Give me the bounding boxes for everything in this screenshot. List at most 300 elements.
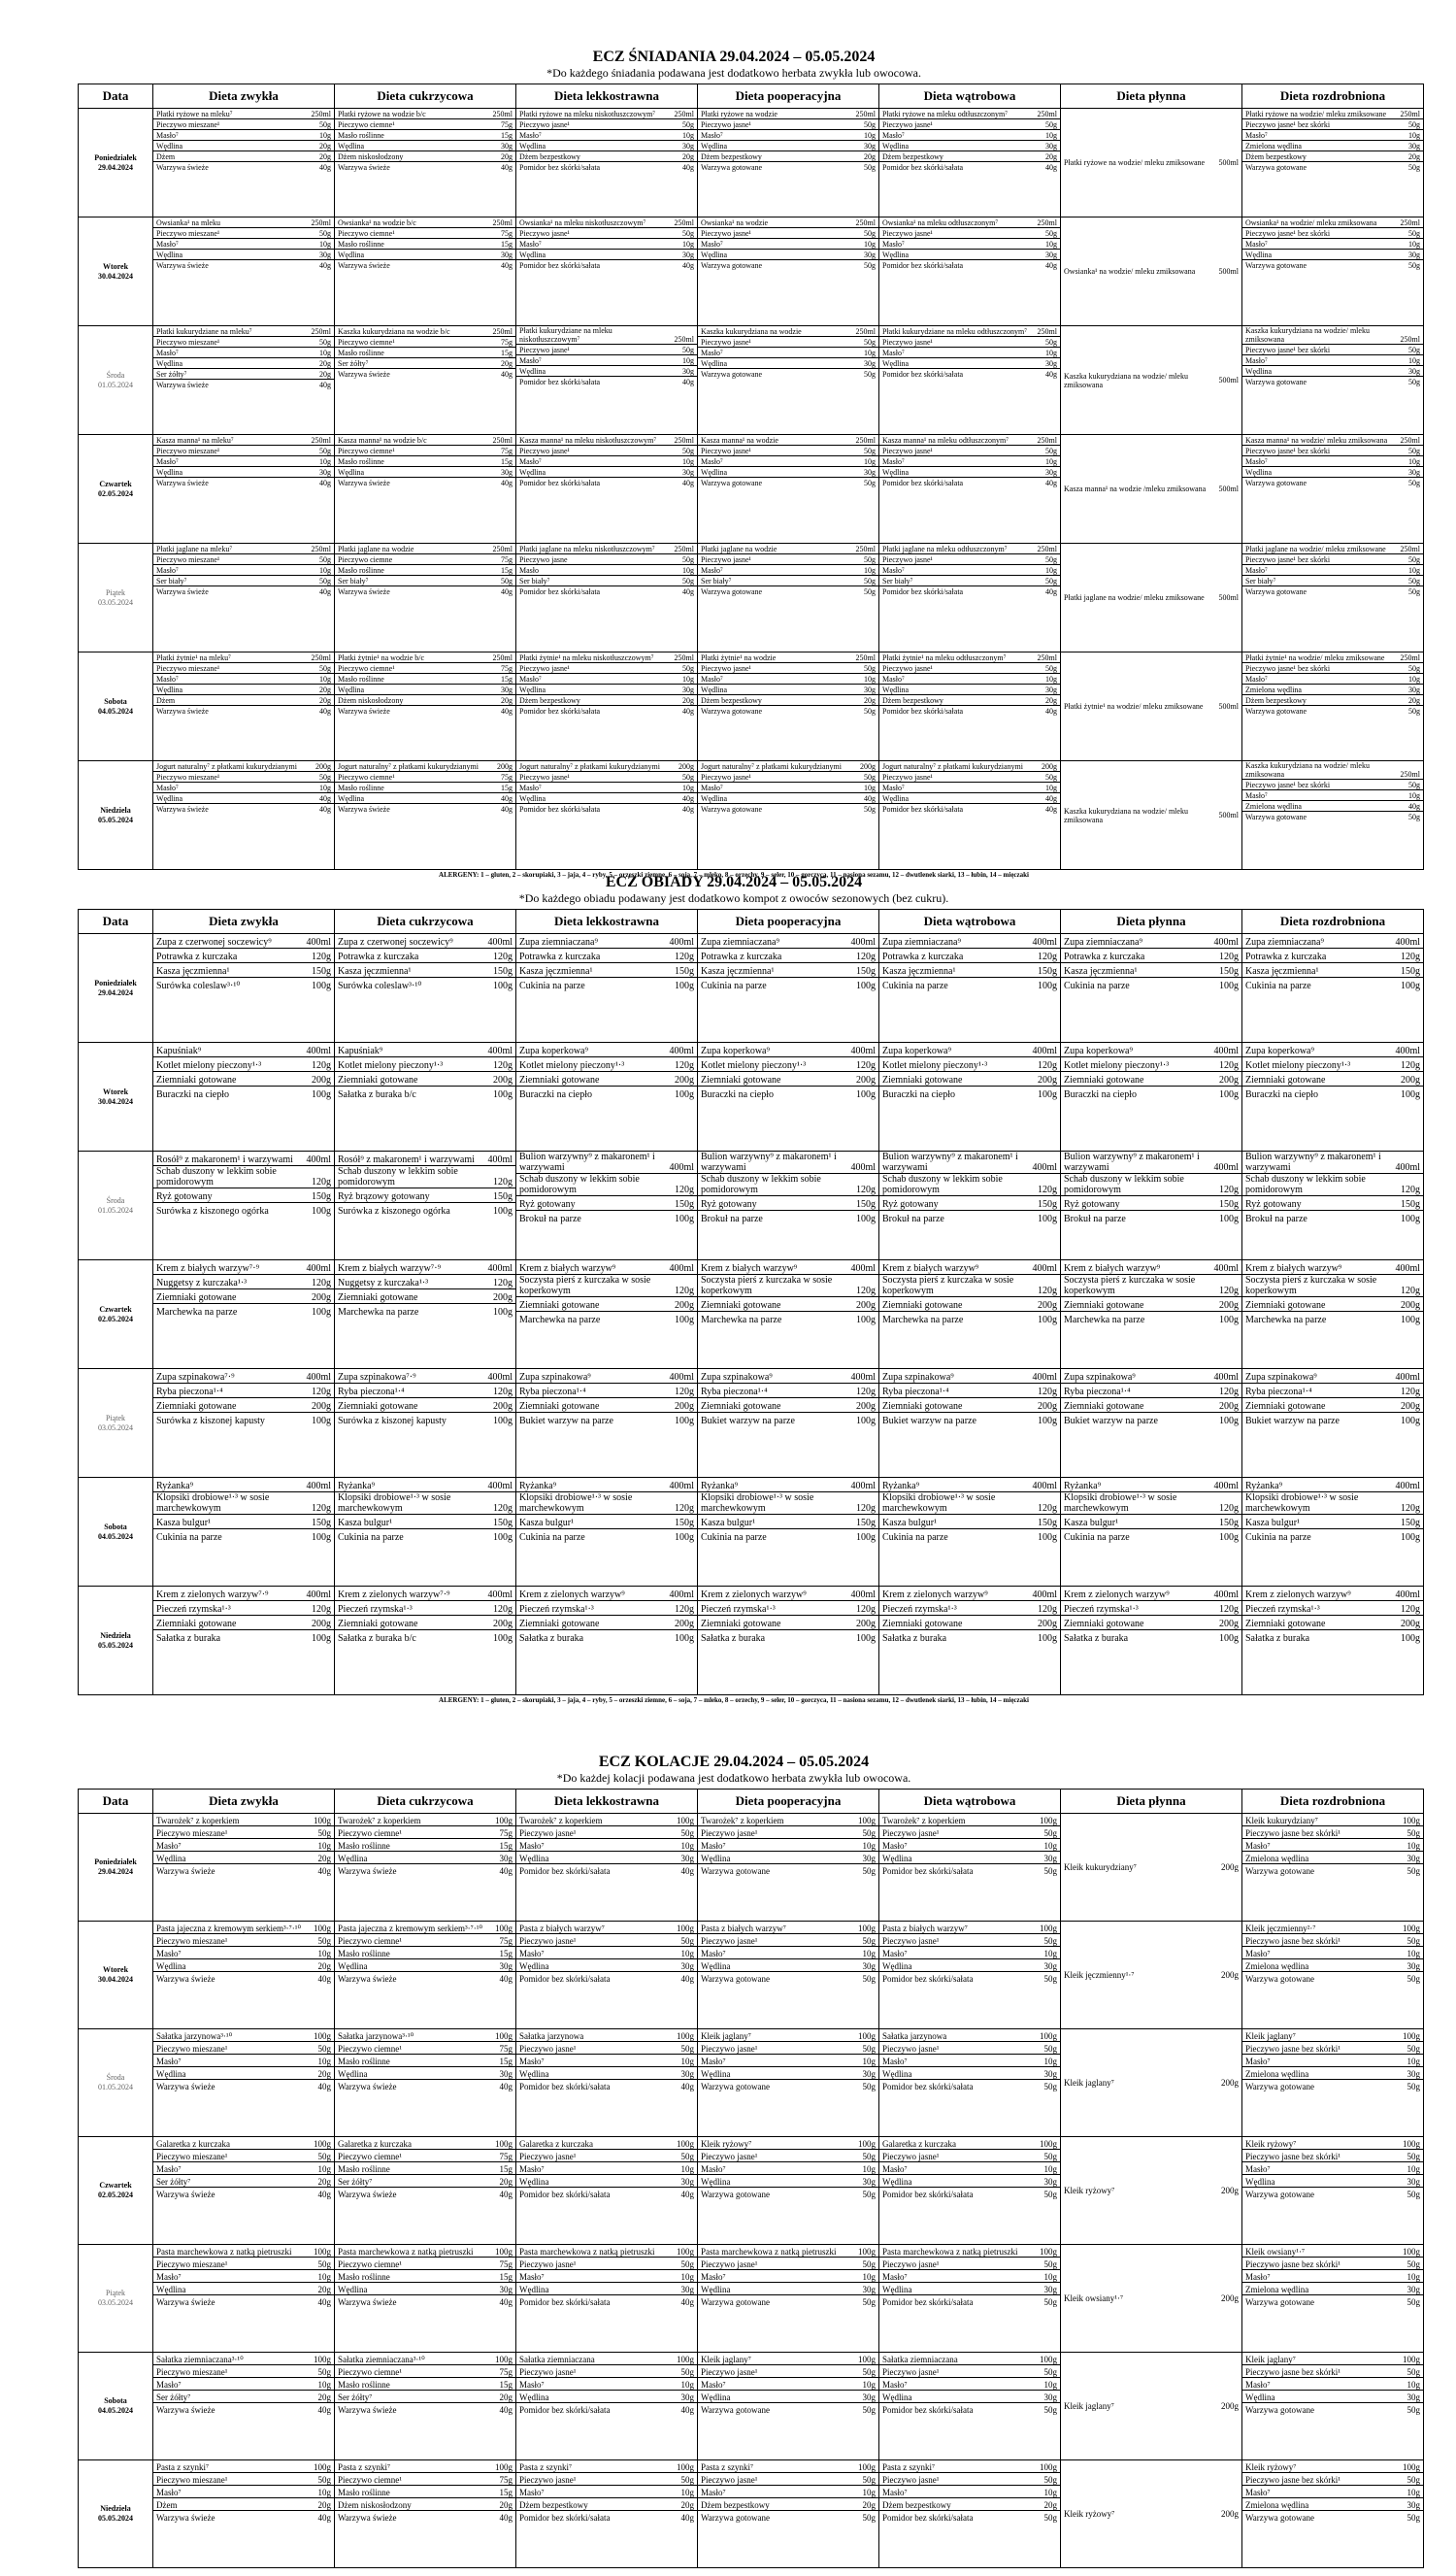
menu-item — [153, 695, 334, 706]
menu-item — [153, 239, 334, 250]
item-name: Wędlina — [519, 1854, 549, 1863]
menu-item — [153, 1057, 334, 1072]
menu-item — [516, 151, 697, 162]
diet-cell — [335, 2353, 516, 2460]
menu-item — [879, 217, 1060, 228]
item-quantity: 50g — [862, 2297, 876, 2307]
menu-item — [516, 1852, 697, 1864]
item-name: Kasza manna¹ na wodzie/ mleku zmiksowana — [1245, 436, 1388, 445]
item-quantity: 200g — [1221, 2186, 1239, 2195]
item-name: Soczysta pierś z kurczaka w sosie koperkowym — [1064, 1275, 1196, 1296]
item-quantity: 50g — [1043, 2152, 1057, 2161]
item-name: Dżem — [156, 2500, 178, 2510]
item-quantity: 50g — [1408, 577, 1420, 585]
menu-item — [335, 565, 515, 576]
item-quantity: 50g — [1406, 1936, 1420, 1946]
item-name: Warzywa świeże — [338, 261, 390, 270]
menu-item — [879, 260, 1060, 270]
menu-item — [879, 141, 1060, 151]
menu-item — [1061, 1057, 1241, 1072]
day-row — [79, 2353, 1424, 2460]
item-name: Pieczeń rzymska¹·³ — [1064, 1604, 1139, 1615]
menu-item — [698, 109, 878, 119]
item-quantity: 30g — [682, 468, 694, 477]
item-name: Ryżanka⁹ — [156, 1481, 194, 1491]
item-quantity: 30g — [1408, 686, 1420, 694]
menu-item — [1242, 1152, 1423, 1174]
item-quantity: 100g — [314, 1816, 331, 1825]
menu-item — [1242, 2029, 1423, 2042]
menu-item — [516, 162, 697, 172]
column-header-date: Data — [79, 84, 153, 109]
item-name: Warzywa świeże — [338, 163, 390, 172]
menu-item — [879, 934, 1060, 949]
column-header-diet: Dieta zwykła — [153, 910, 335, 934]
menu-item — [516, 2460, 697, 2473]
menu-item — [516, 446, 697, 456]
item-quantity: 50g — [1043, 1936, 1057, 1946]
item-quantity: 20g — [864, 696, 876, 705]
menu-item — [1061, 1211, 1241, 1224]
diet-cell — [879, 1922, 1061, 2029]
item-quantity: 50g — [1406, 2190, 1420, 2199]
item-quantity: 100g — [1219, 1214, 1239, 1224]
item-name: Jogurt naturalny⁷ z płatkami kukurydzianymi — [701, 762, 842, 771]
item-name: Zupa szpinakowa⁹ — [882, 1372, 954, 1383]
item-quantity: 100g — [1219, 1089, 1239, 1100]
menu-item — [1242, 2150, 1423, 2162]
item-quantity: 40g — [680, 2405, 694, 2415]
diet-cell — [1061, 652, 1242, 761]
item-name: Wędlina — [519, 468, 546, 477]
column-header-diet: Dieta płynna — [1061, 1790, 1242, 1814]
item-name: Wędlina — [701, 1854, 731, 1863]
item-name: Ryba pieczona¹·⁴ — [1245, 1387, 1312, 1397]
menu-item — [153, 2498, 334, 2511]
diet-cell — [698, 1587, 879, 1695]
menu-item — [335, 2042, 515, 2055]
menu-item — [516, 2162, 697, 2175]
item-name: Warzywa gotowane — [701, 805, 763, 814]
menu-item — [516, 554, 697, 565]
item-quantity: 20g — [319, 152, 331, 161]
item-quantity: 100g — [314, 2462, 331, 2472]
item-quantity: 120g — [1219, 1604, 1239, 1615]
item-quantity: 10g — [1408, 356, 1420, 365]
diet-cell — [153, 435, 335, 544]
item-name: Soczysta pierś z kurczaka w sosie koperkowym — [519, 1275, 651, 1296]
item-quantity: 40g — [680, 1974, 694, 1984]
item-quantity: 30g — [680, 1854, 694, 1863]
item-quantity: 50g — [1043, 2367, 1057, 2377]
item-quantity: 150g — [856, 1518, 876, 1528]
item-name: Warzywa gotowane — [1245, 1866, 1314, 1876]
diet-cell — [516, 1043, 698, 1152]
item-quantity: 30g — [680, 1961, 694, 1971]
item-quantity: 400ml — [850, 1372, 876, 1383]
menu-item — [1242, 109, 1423, 119]
menu-item — [153, 1934, 334, 1947]
item-name: Kaszka kukurydziana na wodzie/ mleku zmiksowana — [1064, 371, 1188, 389]
menu-item — [153, 1369, 334, 1384]
item-name: Warzywa świeże — [156, 805, 209, 814]
menu-item — [1061, 1384, 1241, 1398]
item-quantity: 400ml — [1395, 1162, 1420, 1173]
menu-item — [516, 2137, 697, 2150]
menu-item — [698, 2258, 878, 2270]
menu-item — [698, 2042, 878, 2055]
diet-cell — [1242, 1478, 1424, 1587]
item-name: Klopsiki drobiowe¹·³ w sosie marchewkowym — [701, 1492, 814, 1514]
item-quantity: 50g — [864, 338, 876, 347]
item-quantity: 10g — [317, 2488, 331, 2497]
item-name: Ser biały⁷ — [701, 577, 732, 585]
item-quantity: 50g — [1408, 261, 1420, 270]
item-name: Masło⁷ — [156, 131, 179, 140]
item-quantity: 75g — [501, 229, 513, 238]
menu-item — [698, 250, 878, 260]
menu-item — [335, 250, 515, 260]
item-name: Pieczywo mieszane¹ — [156, 2259, 228, 2269]
item-name: Masło roślinne — [338, 240, 384, 249]
item-quantity: 100g — [1401, 981, 1420, 991]
item-quantity: 40g — [501, 805, 513, 814]
item-quantity: 40g — [319, 794, 331, 803]
diet-cell — [1061, 934, 1242, 1043]
menu-item — [335, 2137, 515, 2150]
menu-item — [516, 1043, 697, 1057]
item-quantity: 10g — [862, 2488, 876, 2497]
menu-item — [1242, 1087, 1423, 1100]
item-name: Pieczywo jasne¹ — [701, 2475, 758, 2485]
diet-cell — [335, 934, 516, 1043]
item-name: Kotlet mielony pieczony¹·³ — [156, 1060, 262, 1071]
diet-cell — [1242, 2460, 1424, 2568]
menu-table — [78, 909, 1424, 1695]
menu-item — [153, 1630, 334, 1644]
item-name: Pieczywo jasne¹ — [701, 2044, 758, 2054]
menu-item — [698, 358, 878, 369]
item-quantity: 100g — [856, 1089, 876, 1100]
menu-item — [698, 793, 878, 804]
item-name: Kotlet mielony pieczony¹·³ — [701, 1060, 807, 1071]
item-name: Warzywa gotowane — [701, 163, 763, 172]
menu-item — [153, 337, 334, 348]
item-name: Masło⁷ — [1245, 1841, 1271, 1851]
diet-cell — [879, 326, 1061, 435]
item-name: Dżem bezpestkowy — [701, 2500, 770, 2510]
menu-item — [335, 348, 515, 358]
item-quantity: 30g — [1406, 2500, 1420, 2510]
item-name: Krem z białych warzyw⁹ — [701, 1263, 798, 1274]
menu-item — [516, 239, 697, 250]
item-name: Dżem bezpestkowy — [519, 2500, 588, 2510]
column-header-diet: Dieta cukrzycowa — [335, 910, 516, 934]
item-name: Warzywa świeże — [338, 1974, 397, 1984]
item-name: Potrawka z kurczaka — [1245, 952, 1327, 962]
item-quantity: 20g — [501, 696, 513, 705]
diet-cell — [1061, 435, 1242, 544]
menu-item — [153, 250, 334, 260]
item-quantity: 400ml — [1032, 1162, 1057, 1173]
item-quantity: 50g — [862, 2405, 876, 2415]
day-date-cell: Piątek 03.05.2024 — [79, 2245, 153, 2353]
item-name: Wędlina — [1245, 2392, 1275, 2402]
item-quantity: 20g — [1045, 152, 1057, 161]
menu-item — [153, 1922, 334, 1934]
menu-item — [1061, 1630, 1241, 1644]
diet-cell — [153, 1369, 335, 1478]
menu-item — [153, 793, 334, 804]
menu-item — [1242, 554, 1423, 565]
item-name: Masło⁷ — [519, 2488, 545, 2497]
item-quantity: 100g — [314, 1924, 331, 1933]
item-name: Pieczywo jasne¹ — [519, 664, 570, 673]
item-quantity: 20g — [317, 1961, 331, 1971]
item-quantity: 250ml — [492, 110, 513, 118]
menu-item — [698, 1312, 878, 1325]
item-name: Galaretka z kurczaka — [156, 2139, 230, 2149]
menu-item — [153, 467, 334, 478]
item-quantity: 400ml — [306, 937, 331, 948]
item-name: Ziemniaki gotowane — [882, 1619, 963, 1629]
item-name: Wędlina — [882, 468, 910, 477]
item-quantity: 10g — [680, 1949, 694, 1958]
diet-cell — [1061, 544, 1242, 652]
column-header-diet: Dieta pooperacyjna — [698, 1790, 879, 1814]
item-quantity: 250ml — [674, 436, 694, 445]
menu-item — [335, 1478, 515, 1492]
item-name: Zupa ziemniaczana⁹ — [1245, 937, 1324, 948]
item-quantity: 100g — [314, 2031, 331, 2041]
menu-item — [335, 1515, 515, 1529]
diet-cell — [1061, 1369, 1242, 1478]
item-name: Masło⁷ — [1245, 131, 1268, 140]
item-quantity: 150g — [675, 1518, 694, 1528]
item-name: Wędlina — [338, 251, 365, 259]
item-name: Płatki żytnie¹ na wodzie — [701, 653, 777, 662]
menu-item — [153, 772, 334, 783]
item-quantity: 10g — [862, 1841, 876, 1851]
diet-cell — [153, 544, 335, 652]
menu-item — [879, 358, 1060, 369]
item-quantity: 10g — [317, 2057, 331, 2066]
item-quantity: 50g — [319, 577, 331, 585]
item-name: Pieczywo jasne¹ bez skórki — [1245, 555, 1331, 564]
item-name: Wędlina — [882, 1961, 912, 1971]
item-quantity: 50g — [682, 229, 694, 238]
item-name: Pieczywo jasne¹ — [882, 229, 933, 238]
menu-item — [698, 1211, 878, 1224]
item-quantity: 50g — [862, 1936, 876, 1946]
menu-item — [1242, 1934, 1423, 1947]
day-date-cell: Poniedziałek 29.04.2024 — [79, 109, 153, 217]
item-quantity: 200g — [678, 762, 694, 771]
item-quantity: 100g — [1401, 1416, 1420, 1426]
item-quantity: 10g — [862, 1949, 876, 1958]
item-quantity: 40g — [501, 587, 513, 596]
item-name: Pieczywo ciemne¹ — [338, 1828, 402, 1838]
item-name: Masło⁷ — [882, 1949, 908, 1958]
menu-item — [153, 2055, 334, 2067]
menu-item — [153, 1304, 334, 1318]
item-quantity: 400ml — [306, 1481, 331, 1491]
item-quantity: 100g — [1038, 1633, 1057, 1644]
item-name: Masło⁷ — [1245, 791, 1268, 800]
item-quantity: 400ml — [306, 1046, 331, 1056]
item-quantity: 20g — [501, 152, 513, 161]
item-quantity: 500ml — [1218, 158, 1239, 167]
item-name: Masło⁷ — [701, 2380, 726, 2390]
item-quantity: 500ml — [1218, 593, 1239, 602]
item-name: Kleik ryżowy⁷ — [1245, 2139, 1297, 2149]
item-name: Pasta z białych warzyw⁷ — [882, 1924, 968, 1933]
item-name: Schab duszony w lekkim sobie pomidorowym — [882, 1174, 1003, 1195]
menu-item — [698, 2378, 878, 2391]
menu-item — [335, 109, 515, 119]
menu-item — [153, 260, 334, 270]
menu-item — [516, 1478, 697, 1492]
menu-item — [516, 2067, 697, 2080]
item-name: Owsianka¹ na wodzie/ mleku zmiksowana — [1064, 267, 1196, 276]
diet-cell — [1061, 1587, 1242, 1695]
item-quantity: 10g — [317, 2164, 331, 2174]
item-quantity: 50g — [682, 346, 694, 354]
item-quantity: 400ml — [306, 1154, 331, 1165]
item-name: Krem z białych warzyw⁹ — [1064, 1263, 1161, 1274]
item-quantity: 20g — [317, 1854, 331, 1863]
item-quantity: 120g — [493, 1387, 513, 1397]
menu-item — [1242, 1369, 1423, 1384]
item-name: Ryż brązowy gotowany — [338, 1191, 430, 1202]
item-quantity: 120g — [856, 1503, 876, 1514]
menu-item — [335, 2283, 515, 2295]
item-name: Pomidor bez skórki/sałata — [519, 2190, 611, 2199]
item-name: Sałatka jarzynowa³·¹⁰ — [338, 2031, 414, 2041]
menu-item — [153, 1616, 334, 1630]
item-name: Masło roślinne — [338, 2164, 390, 2174]
menu-item — [1242, 377, 1423, 386]
item-quantity: 100g — [858, 1924, 876, 1933]
menu-item — [698, 674, 878, 685]
item-name: Ziemniaki gotowane — [701, 1401, 781, 1412]
menu-item — [698, 151, 878, 162]
item-quantity: 120g — [1219, 1387, 1239, 1397]
menu-item — [335, 663, 515, 674]
item-quantity: 10g — [1043, 1949, 1057, 1958]
item-quantity: 500ml — [1218, 267, 1239, 276]
menu-item — [153, 783, 334, 793]
menu-item — [1242, 1814, 1423, 1826]
item-name: Warzywa gotowane — [1245, 707, 1307, 716]
menu-item — [698, 1492, 878, 1515]
item-name: Pasta marchewkowa z natką pietruszki — [156, 2247, 292, 2257]
menu-item — [879, 467, 1060, 478]
item-name: Ser żółty⁷ — [338, 2177, 373, 2187]
item-quantity: 100g — [677, 2355, 694, 2364]
menu-item — [516, 1057, 697, 1072]
item-name: Ziemniaki gotowane — [701, 1300, 781, 1311]
diet-cell — [1242, 1814, 1424, 1922]
item-name: Wędlina — [1245, 367, 1273, 376]
item-quantity: 50g — [317, 2044, 331, 2054]
menu-item — [879, 1043, 1060, 1057]
item-quantity: 100g — [1038, 1532, 1057, 1543]
item-quantity: 200g — [1042, 762, 1057, 771]
item-name: Wędlina — [701, 359, 728, 368]
item-quantity: 150g — [856, 1199, 876, 1210]
item-quantity: 40g — [501, 163, 513, 172]
menu-item — [153, 435, 334, 446]
item-quantity: 200g — [1221, 1970, 1239, 1980]
item-name: Masło roślinne — [338, 1841, 390, 1851]
item-quantity: 50g — [864, 163, 876, 172]
item-quantity: 40g — [319, 479, 331, 487]
menu-item — [698, 2188, 878, 2199]
item-quantity: 400ml — [669, 1162, 694, 1173]
menu-item — [1242, 1616, 1423, 1630]
menu-item — [698, 2137, 878, 2150]
item-name: Warzywa gotowane — [1245, 2513, 1314, 2523]
menu-item — [698, 2365, 878, 2378]
item-name: Kasza bulgur¹ — [1245, 1518, 1301, 1528]
item-name: Pieczywo jasne¹ — [701, 1828, 758, 1838]
item-quantity: 50g — [1045, 555, 1057, 564]
menu-item — [1061, 963, 1241, 978]
item-name: Pieczywo jasne¹ — [882, 2475, 940, 2485]
item-quantity: 200g — [675, 1401, 694, 1412]
item-name: Pieczywo jasne¹ bez skórki — [1245, 120, 1331, 129]
item-quantity: 400ml — [487, 1481, 513, 1491]
item-quantity: 100g — [677, 2462, 694, 2472]
menu-item — [879, 772, 1060, 783]
item-name: Masło⁷ — [519, 675, 542, 684]
menu-item — [335, 217, 515, 228]
diet-cell — [1061, 217, 1242, 326]
menu-item — [698, 1087, 878, 1100]
item-quantity: 400ml — [850, 1589, 876, 1600]
item-quantity: 100g — [1403, 1816, 1420, 1825]
item-name: Pieczywo jasne¹ — [701, 120, 751, 129]
menu-item — [698, 1826, 878, 1839]
menu-item — [516, 1152, 697, 1174]
item-quantity: 50g — [862, 2044, 876, 2054]
item-name: Masło⁷ — [882, 131, 905, 140]
item-name: Ryż gotowany — [1064, 1199, 1120, 1210]
menu-item — [698, 326, 878, 337]
item-quantity: 250ml — [1400, 653, 1420, 662]
item-name: Wędlina — [1245, 251, 1273, 259]
menu-item — [335, 2150, 515, 2162]
item-quantity: 120g — [312, 1387, 331, 1397]
item-quantity: 15g — [501, 240, 513, 249]
item-quantity: 100g — [312, 1416, 331, 1426]
item-quantity: 250ml — [1037, 327, 1057, 336]
item-name: Rosół⁹ z makaronem¹ i warzywami — [156, 1154, 293, 1165]
item-name: Sałatka ziemniaczana — [519, 2355, 595, 2364]
item-name: Wędlina — [156, 142, 183, 151]
diet-cell — [153, 2353, 335, 2460]
menu-item — [335, 337, 515, 348]
menu-item — [153, 978, 334, 991]
item-quantity: 400ml — [1032, 1589, 1057, 1600]
item-name: Pomidor bez skórki/sałata — [882, 479, 964, 487]
item-name: Masło⁷ — [882, 566, 905, 575]
item-quantity: 10g — [680, 2488, 694, 2497]
item-name: Kaszka kukurydziana na wodzie/ mleku zmiksowana — [1245, 761, 1370, 779]
item-name: Ziemniaki gotowane — [1064, 1075, 1144, 1086]
item-quantity: 100g — [675, 1315, 694, 1325]
